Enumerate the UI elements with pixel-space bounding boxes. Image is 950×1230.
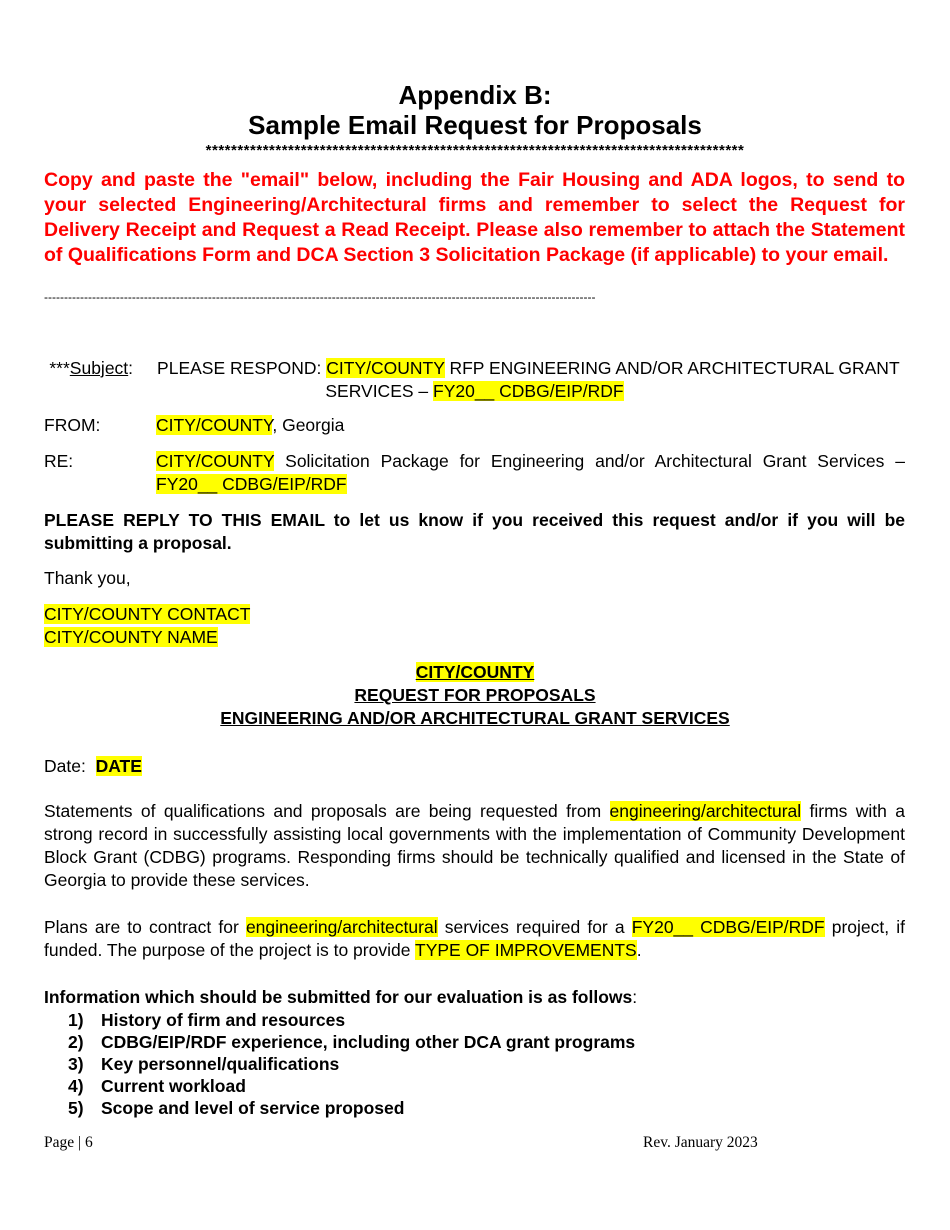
info-heading <box>44 986 905 1009</box>
p2-highlight-b: FY20__ CDBG/EIP/RDF <box>631 917 825 937</box>
re-label: RE: <box>44 451 74 471</box>
p2-text-b: services required for a <box>437 917 632 937</box>
date-label: Date: <box>44 756 86 776</box>
page-subtitle: Sample Email Request for Proposals <box>248 110 702 140</box>
list-item <box>44 1097 635 1119</box>
p2-highlight-c: TYPE OF IMPROVEMENTS <box>415 940 637 960</box>
subject-prefix: *** <box>49 358 70 378</box>
p2-text-a: Plans are to contract for <box>44 917 246 937</box>
list-item <box>44 1053 635 1075</box>
list-item <box>44 1075 635 1097</box>
from-label: FROM: <box>44 415 101 435</box>
list-text: CDBG/EIP/RDF experience, including other DCA grant programs <box>101 1032 636 1052</box>
instructions-text: Copy and paste the "email" below, including the Fair Housing and ADA logos, to send to your selected Engineering/Architectural firms and remember to select the Request for Delivery Receipt and Request a Read Receipt. Please also remember to attach the Statement of Qualifications Form and DCA Section 3 Solicitation Package (if applicable) to your email. <box>44 169 905 266</box>
re-text: Solicitation Package for Engineering and/or Architectural Grant Services – <box>274 451 905 471</box>
rfp-heading-city-text: CITY/COUNTY <box>415 662 535 682</box>
signature-block <box>44 603 905 649</box>
p2-text-c: project, if funded. The purpose of the project is to provide <box>44 917 905 960</box>
subject-city-county: CITY/COUNTY <box>326 358 445 378</box>
p1-highlight: engineering/architectural <box>609 801 802 821</box>
subject-colon: : <box>128 358 134 378</box>
list-number: 2) <box>68 1032 84 1052</box>
info-heading-colon: : <box>632 987 638 1007</box>
p1-text-b: firms with a strong record in successfully assisting local governments with the implementation of Community Development Block Grant (CDBG) programs. Responding firms should be technically qualified and licensed in the State of Georgia to provide these services. <box>44 801 905 890</box>
reply-note: PLEASE REPLY TO THIS EMAIL to let us know if you received this request and/or if you will be submitting a proposal. <box>44 510 905 553</box>
thanks-text: Thank you, <box>44 568 131 588</box>
subject-label: Subject <box>69 358 129 378</box>
email-from-row <box>44 414 905 437</box>
list-number: 1) <box>68 1010 84 1030</box>
list-number: 4) <box>68 1076 84 1096</box>
star-divider: ************************************************************************************* <box>205 142 745 159</box>
p2-highlight-a: engineering/architectural <box>245 917 438 937</box>
subject-text-b: RFP ENGINEERING AND/OR ARCHITECTURAL GRANT SERVICES – <box>325 358 900 401</box>
re-fiscal-year: FY20__ CDBG/EIP/RDF <box>156 474 347 494</box>
rfp-heading-city <box>0 661 950 684</box>
list-item <box>44 1009 635 1031</box>
rfp-heading-request: REQUEST FOR PROPOSALS <box>354 685 596 705</box>
subject-fiscal-year: FY20__ CDBG/EIP/RDF <box>433 381 624 401</box>
page-number: Page | 6 <box>44 1134 93 1151</box>
email-subject <box>44 357 905 403</box>
list-text: Key personnel/qualifications <box>101 1054 340 1074</box>
date-row <box>44 755 905 778</box>
info-heading-text: Information which should be submitted for our evaluation is as follows <box>44 987 633 1007</box>
submission-list <box>44 1009 635 1119</box>
list-text: Scope and level of service proposed <box>101 1098 405 1118</box>
paragraph-statements <box>44 800 905 892</box>
dashed-separator: ------------------------------------------------------------------------------------------------------------------------------------------ <box>44 290 596 304</box>
contact-placeholder: CITY/COUNTY CONTACT <box>44 604 251 624</box>
list-number: 3) <box>68 1054 84 1074</box>
email-re-row <box>44 450 905 496</box>
list-text: Current workload <box>101 1076 246 1096</box>
p1-text-a: Statements of qualifications and proposals are being requested from <box>44 801 610 821</box>
date-value: DATE <box>95 756 142 776</box>
p2-text-d: . <box>636 940 642 960</box>
rfp-heading-services: ENGINEERING AND/OR ARCHITECTURAL GRANT SERVICES <box>220 708 730 728</box>
list-text: History of firm and resources <box>101 1010 346 1030</box>
paragraph-plans <box>44 916 905 962</box>
subject-text-a: PLEASE RESPOND: <box>157 358 327 378</box>
from-text: , Georgia <box>272 415 345 435</box>
list-item <box>44 1031 635 1053</box>
revision-date: Rev. January 2023 <box>643 1134 758 1151</box>
re-city-county: CITY/COUNTY <box>156 451 275 471</box>
from-city-county: CITY/COUNTY <box>156 415 273 435</box>
name-placeholder: CITY/COUNTY NAME <box>44 627 218 647</box>
list-number: 5) <box>68 1098 84 1118</box>
page-title: Appendix B: <box>398 80 552 110</box>
